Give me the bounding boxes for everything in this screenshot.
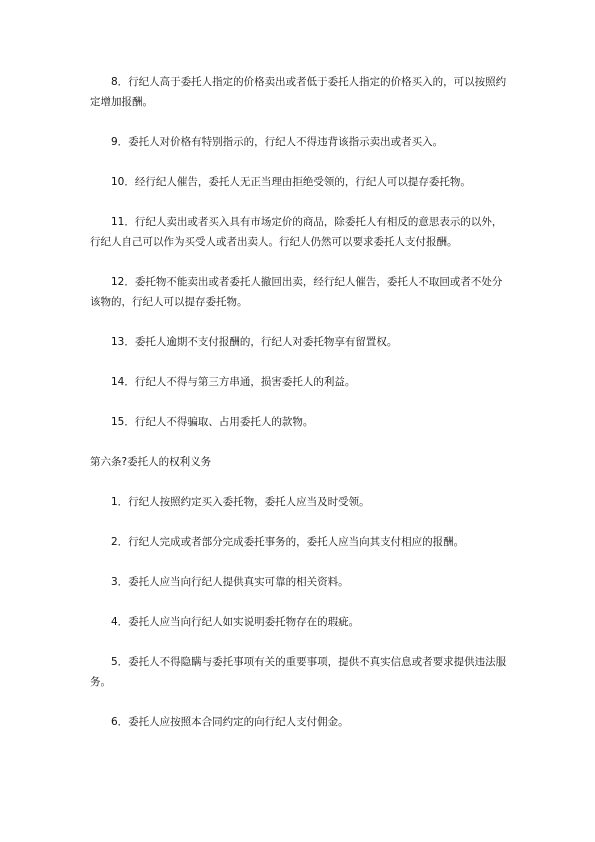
clause-paragraph: 13．委托人逾期不支付报酬的，行纪人对委托物享有留置权。 bbox=[111, 336, 398, 348]
clause-paragraph: 5．委托人不得隐瞒与委托事项有关的重要事项，提供不真实信息或者要求提供违法服务。 bbox=[90, 656, 507, 688]
clause-paragraph: 3．委托人应当向行纪人提供真实可靠的相关资料。 bbox=[111, 576, 349, 588]
clause-paragraph: 9．委托人对价格有特别指示的，行纪人不得违背该指示卖出或者买入。 bbox=[111, 136, 444, 148]
clause-paragraph: 14．行纪人不得与第三方串通，损害委托人的利益。 bbox=[111, 376, 356, 388]
section-heading: 第六条?委托人的权利义务 bbox=[90, 456, 212, 468]
clause-paragraph: 15．行纪人不得骗取、占用委托人的款物。 bbox=[111, 416, 314, 428]
clause-paragraph: 1．行纪人按照约定买入委托物，委托人应当及时受领。 bbox=[111, 496, 370, 508]
clause-paragraph: 2．行纪人完成或者部分完成委托事务的，委托人应当向其支付相应的报酬。 bbox=[111, 536, 465, 548]
clause-paragraph: 12．委托物不能卖出或者委托人撤回出卖，经行纪人催告，委托人不取回或者不处分该物的，行纪人可以提存委托物。 bbox=[90, 276, 503, 308]
clause-paragraph: 4．委托人应当向行纪人如实说明委托物存在的瑕疵。 bbox=[111, 616, 360, 628]
clause-paragraph: 11．行纪人卖出或者买入具有市场定价的商品，除委托人有相反的意思表示的以外，行纪人自己可以作为买受人或者出卖人。行纪人仍然可以要求委托人支付报酬。 bbox=[90, 216, 503, 248]
clause-paragraph: 6．委托人应按照本合同约定的向行纪人支付佣金。 bbox=[111, 716, 349, 728]
document-body bbox=[90, 72, 508, 752]
clause-paragraph: 10．经行纪人催告，委托人无正当理由拒绝受领的，行纪人可以提存委托物。 bbox=[111, 176, 471, 188]
clause-paragraph: 8．行纪人高于委托人指定的价格卖出或者低于委托人指定的价格买入的，可以按照约定增加报酬。 bbox=[90, 76, 507, 108]
